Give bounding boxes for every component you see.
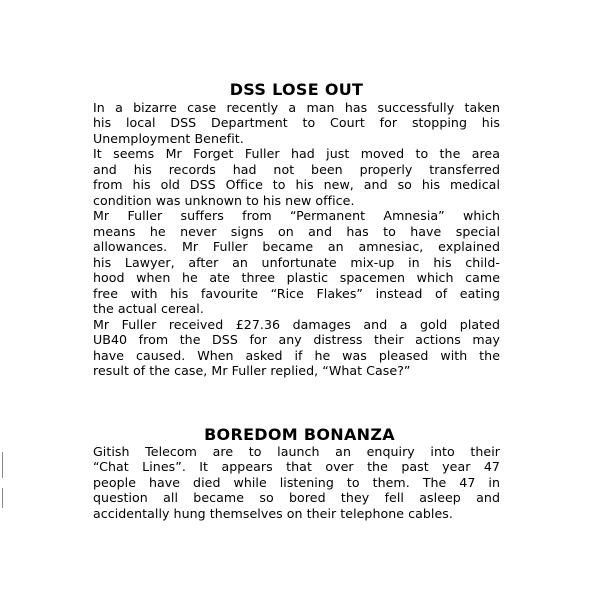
scan-edge-mark [2,488,3,508]
scan-edge-mark [2,452,3,478]
article-text-line: “Chat Lines”. It appears that over the past year 47 [93,459,500,474]
article-text-line: Mr Fuller received £27.36 damages and a gold plated [93,317,500,332]
article-text-line: allowances. Mr Fuller became an amnesiac, explained [93,239,500,254]
article-text-line: condition was unknown to his new office. [93,193,355,208]
article-text-line: people have died while listening to them. The 47 in [93,475,500,490]
article-headline: BOREDOM BONANZA [204,425,395,444]
article-text-line: his local DSS Department to Court for stopping his [93,115,500,130]
article-text-line: his Lawyer, after an unfortunate mix-up in his child- [93,255,500,270]
article-text-line: Mr Fuller suffers from “Permanent Amnesia” which [93,208,500,223]
article-headline: DSS LOSE OUT [229,80,364,99]
article-text-line: and his records had not been properly transferred [93,162,500,177]
article-text-line: It seems Mr Forget Fuller had just moved to the area [93,146,500,161]
article-text-line: hood when he ate three plastic spacemen which came [93,270,500,285]
article-text-line: result of the case, Mr Fuller replied, “What Case?” [93,363,411,378]
article-text-line: means he never signs on and has to have special [93,224,500,239]
article-text-line: UB40 from the DSS for any distress their actions may [93,332,500,347]
article-text-line: Gitish Telecom are to launch an enquiry into their [93,444,500,459]
article-text-line: Unemployment Benefit. [93,131,244,146]
article-text-line: question all became so bored they fell asleep and [93,490,500,505]
article-text-line: accidentally hung themselves on their telephone cables. [93,506,453,521]
article-text-line: the actual cereal. [93,301,204,316]
article-text-line: have caused. When asked if he was pleased with the [93,348,500,363]
article-text-line: free with his favourite “Rice Flakes” instead of eating [93,286,500,301]
article-text-line: In a bizarre case recently a man has successfully taken [93,100,500,115]
article-text-line: from his old DSS Office to his new, and so his medical [93,177,500,192]
